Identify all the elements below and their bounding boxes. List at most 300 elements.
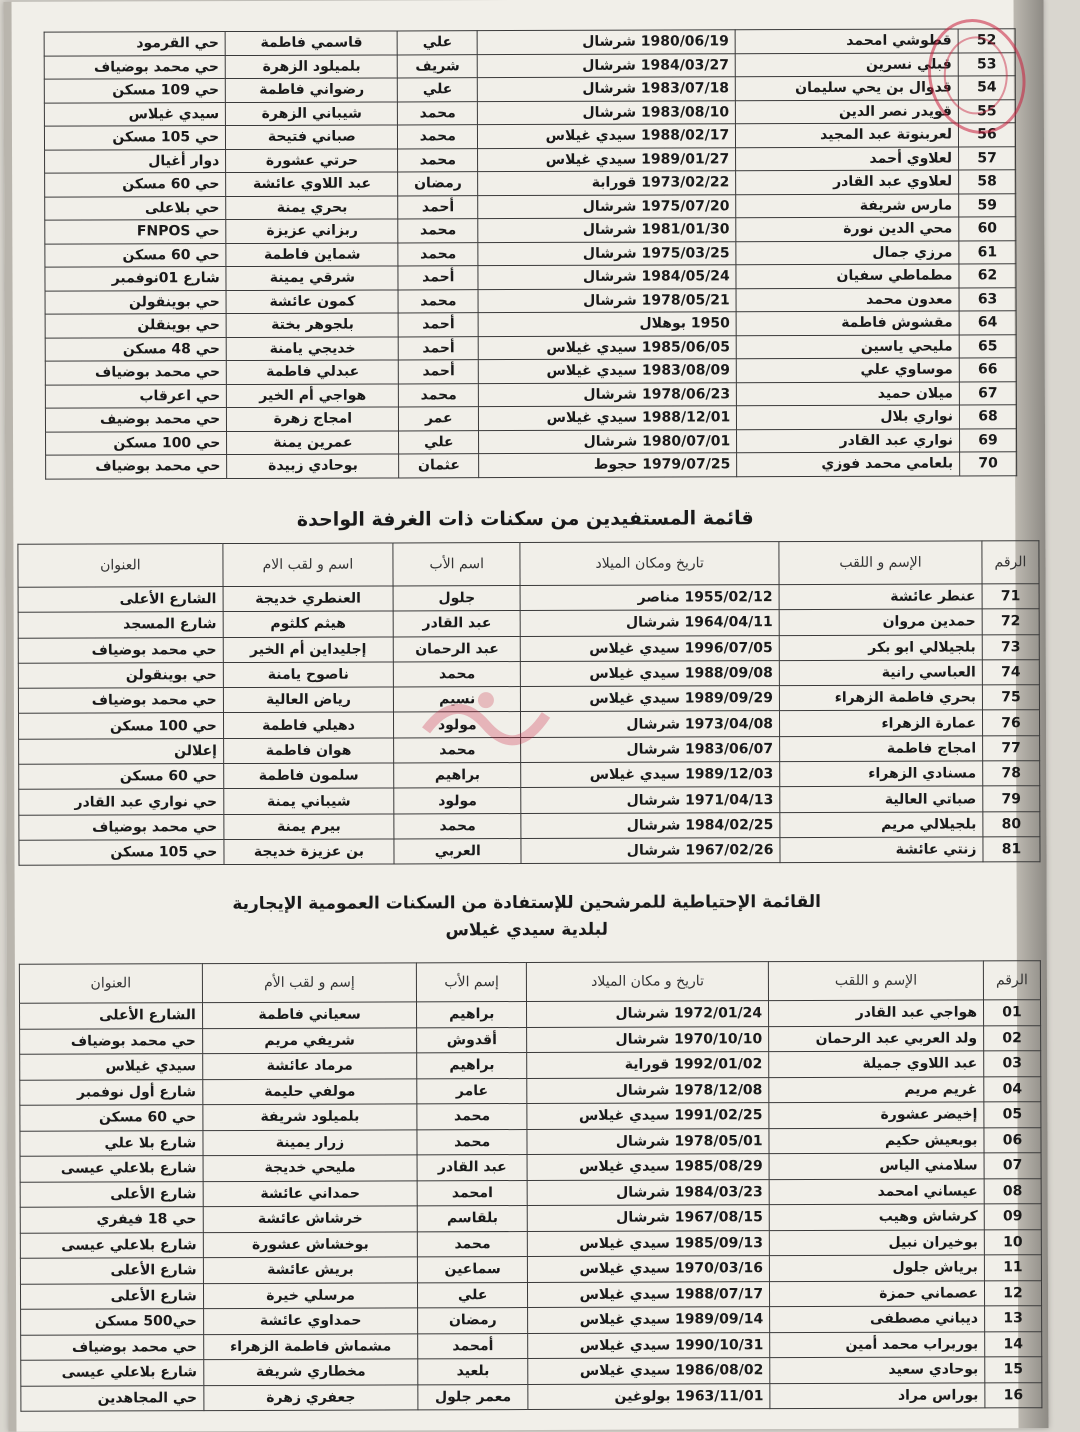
row-address: حي 100 مسكن	[18, 713, 223, 739]
table-row	[44, 123, 1015, 150]
row-father-name: علي	[418, 1282, 528, 1308]
row-mother-name: بن عزيزة خديجة	[224, 839, 394, 865]
row-father-name: عثمان	[399, 454, 479, 478]
row-name: عبد اللاوي جميلة	[769, 1051, 984, 1077]
row-number: 55	[958, 99, 1015, 123]
row-birth-date-place: 1985/06/05 سيدي غيلاس	[478, 335, 736, 359]
row-birth-date-place: 1988/12/01 سيدي غيلاس	[479, 406, 737, 430]
stamp-inner-ring-icon	[944, 36, 1008, 114]
row-father-name: شريف	[398, 54, 478, 78]
row-number: 67	[959, 381, 1016, 405]
table-row	[44, 29, 1015, 56]
table-row	[44, 99, 1015, 126]
row-birth-date-place: 1964/04/11 شرشال	[521, 610, 780, 636]
header-date: تاريخ و مكان الميلاد	[527, 962, 769, 1002]
row-name: موساوي علي	[736, 358, 959, 382]
row-number: 65	[959, 334, 1016, 358]
row-name: سلامني الياس	[769, 1153, 984, 1179]
row-father-name: أمحمد	[418, 1333, 528, 1359]
table-row	[19, 837, 1040, 866]
row-number: 53	[958, 52, 1015, 76]
row-number: 81	[983, 837, 1040, 862]
row-number: 79	[983, 786, 1040, 811]
row-name: مليحي ياسين	[736, 334, 959, 358]
row-name: عنطر عائشة	[779, 584, 982, 610]
row-birth-date-place: 1988/09/08 سيدي غيلاس	[521, 661, 780, 687]
row-birth-date-place: 1967/08/15 شرشال	[527, 1205, 769, 1231]
row-name: ديباني مصطفى	[770, 1306, 985, 1332]
row-number: 11	[984, 1255, 1041, 1281]
row-mother-name: مليحي خديجة	[203, 1155, 418, 1181]
row-mother-name: خرشاش عائشة	[203, 1206, 418, 1232]
row-birth-date-place: 1978/05/01 شرشال	[527, 1128, 769, 1154]
row-address: سيدي غيلاس	[44, 102, 225, 126]
header-address: العنوان	[18, 544, 223, 588]
row-birth-date-place: 1980/06/19 شرشال	[477, 30, 735, 54]
row-name: حمدين مروان	[779, 609, 982, 635]
row-number: 69	[960, 428, 1017, 452]
row-father-name: بلعيد	[418, 1358, 528, 1384]
header-mother: إسم و لقب الأم	[202, 963, 417, 1003]
row-name: قويدر نصر الدين	[736, 99, 959, 123]
row-number: 64	[959, 311, 1016, 335]
row-mother-name: مشماش فاطمة الزهراء	[203, 1333, 418, 1359]
row-birth-date-place: 1986/08/02 سيدي غيلاس	[528, 1358, 770, 1384]
row-father-name: محمد	[418, 1231, 528, 1257]
row-mother-name: بلميلود شريفة	[203, 1104, 418, 1130]
row-address: حي 109 مسكن	[44, 79, 225, 103]
row-number: 66	[959, 358, 1016, 382]
row-mother-name: حمداني عائشة	[203, 1180, 418, 1206]
row-birth-date-place: 1981/01/30 شرشال	[478, 218, 736, 242]
row-mother-name: جعفري زهرة	[204, 1384, 419, 1410]
row-address: حي بوينقولن	[18, 662, 223, 688]
row-address: سيدي غيلاس	[20, 1054, 203, 1080]
row-address: حي نواري عبد القادر	[19, 789, 224, 815]
row-birth-date-place: 1990/10/31 سيدي غيلاس	[528, 1332, 770, 1358]
row-mother-name: سلمون فاطمة	[223, 763, 393, 789]
row-name: زنتي عائشة	[780, 837, 983, 863]
row-address: حي 60 مسكن	[20, 1105, 203, 1131]
reserve-list-table	[19, 960, 1043, 1412]
row-address: حي محمد بوضياف	[18, 688, 223, 714]
row-address: دوار أغيال	[45, 149, 226, 173]
row-father-name: أحمد	[399, 313, 479, 337]
row-address: شارع بلاعلي عيسى	[20, 1156, 203, 1182]
row-father-name: محمد	[398, 219, 478, 243]
row-number: 16	[985, 1382, 1042, 1408]
row-number: 02	[984, 1025, 1041, 1051]
row-address: حي500 مسكن	[21, 1309, 204, 1335]
row-number: 03	[984, 1051, 1041, 1077]
row-mother-name: بلجوهر بختة	[226, 313, 398, 337]
table-row	[44, 76, 1015, 103]
row-address: شارع بلاعلي عيسى	[20, 1232, 203, 1258]
table-row	[21, 1331, 1042, 1360]
row-number: 74	[982, 660, 1039, 685]
row-address: حي FNPOS	[45, 220, 226, 244]
row-birth-date-place: 1970/10/10 شرشال	[527, 1026, 769, 1052]
table-row	[20, 1076, 1041, 1105]
row-name: قدوال بن يحي سليمان	[735, 76, 958, 100]
table-row	[20, 1280, 1041, 1309]
row-name: بوحادي سعيد	[770, 1357, 985, 1383]
row-address: حي 105 مسكن	[44, 126, 225, 150]
row-father-name: نسيم	[394, 687, 521, 713]
row-mother-name: دهيلي فاطمة	[223, 712, 393, 738]
row-number: 56	[958, 123, 1015, 147]
row-mother-name: عبدلي فاطمة	[227, 360, 399, 384]
row-birth-date-place: 1975/07/20 شرشال	[478, 194, 736, 218]
row-birth-date-place: 1985/09/13 سيدي غيلاس	[527, 1230, 769, 1256]
row-name: بحري فاطمة الزهراء	[779, 685, 982, 711]
row-number: 14	[985, 1331, 1042, 1357]
row-name: لعلاوي أحمد	[736, 146, 959, 170]
table-row	[20, 1127, 1041, 1156]
row-name: عصماني حمزة	[770, 1280, 985, 1306]
row-father-name: محمد	[393, 661, 520, 687]
row-birth-date-place: 1983/08/09 سيدي غيلاس	[478, 359, 736, 383]
row-birth-date-place: 1979/07/25 حجوط	[479, 453, 737, 477]
table-row	[18, 584, 1039, 613]
row-number: 73	[982, 634, 1039, 659]
row-name: غريم مريم	[769, 1076, 984, 1102]
row-birth-date-place: 1983/06/07 شرشال	[521, 736, 780, 762]
row-mother-name: ربزاني عزيزة	[226, 219, 398, 243]
row-number: 04	[984, 1076, 1041, 1102]
row-address: حي محمد بوضياف	[18, 637, 223, 663]
section3-title-line2: لبلدية سيدي غيلاس	[445, 919, 609, 941]
row-mother-name: هوان فاطمة	[223, 738, 393, 764]
row-address: الشارع الأعلى	[18, 587, 223, 613]
row-number: 75	[982, 685, 1039, 710]
row-number: 05	[984, 1102, 1041, 1128]
row-mother-name: كمون عائشة	[226, 289, 398, 313]
row-father-name: مولود	[394, 712, 521, 738]
row-mother-name: حرتي عشورة	[226, 148, 398, 172]
row-number: 15	[985, 1357, 1042, 1383]
table-row	[45, 217, 1016, 244]
row-mother-name: عمرين يمنة	[227, 430, 399, 454]
row-address: حي بلاعلى	[45, 196, 226, 220]
row-birth-date-place: 1970/03/16 سيدي غيلاس	[528, 1256, 770, 1282]
table-row	[19, 811, 1040, 840]
table-row	[20, 1102, 1041, 1131]
row-mother-name: شيباني يمنة	[224, 788, 394, 814]
table-row	[46, 428, 1017, 455]
row-name: صباتي العالية	[780, 786, 983, 812]
row-birth-date-place: 1967/02/26 شرشال	[521, 838, 780, 864]
table-header-row	[18, 541, 1039, 588]
row-father-name: أحمد	[398, 195, 478, 219]
row-birth-date-place: 1984/03/27 شرشال	[477, 53, 735, 77]
row-name: ميلان حميد	[737, 381, 960, 405]
table-row	[45, 240, 1016, 267]
row-name: نواري عبد القادر	[737, 428, 960, 452]
header-name: الإسم و اللقب	[768, 961, 983, 1001]
table-row	[20, 1025, 1041, 1054]
row-father-name: أحمد	[399, 360, 479, 384]
row-number: 10	[984, 1229, 1041, 1255]
row-number: 70	[960, 452, 1017, 476]
row-birth-date-place: 1983/08/10 شرشال	[478, 100, 736, 124]
row-father-name: علي	[398, 31, 478, 55]
row-father-name: رمضان	[418, 1307, 528, 1333]
table-row	[45, 146, 1016, 173]
row-father-name: عبد القادر	[417, 1154, 527, 1180]
table-header-row	[19, 961, 1040, 1004]
row-address: حي 60 مسكن	[19, 764, 224, 790]
header-num: الرقم	[983, 961, 1040, 1000]
row-birth-date-place: 1950 بوهلال	[478, 312, 736, 336]
row-name: بوخيران نبيل	[769, 1229, 984, 1255]
row-name: كرشاش وهيب	[769, 1204, 984, 1230]
row-number: 72	[982, 609, 1039, 634]
row-name: مطماطي سفيان	[736, 264, 959, 288]
row-name: برياش جلول	[769, 1255, 984, 1281]
table-row	[45, 381, 1016, 408]
row-mother-name: بيرم يمنة	[224, 814, 394, 840]
row-birth-date-place: 1980/07/01 شرشال	[479, 429, 737, 453]
beneficiaries-table-continued	[44, 28, 1018, 479]
row-name: بوراس مراد	[770, 1382, 985, 1408]
section2-title: قائمة المستفيدين من سكنات ذات الغرفة الواحدة	[296, 507, 754, 531]
section3-title-line1: القائمة الإحتياطية للمرشحين للإستفادة من السكنات العمومية الإيجارية	[232, 891, 822, 915]
row-mother-name: بلميلود الزهرة	[225, 54, 397, 78]
row-address: شارع المسجد	[18, 612, 223, 638]
row-mother-name: صباني فتيحة	[226, 125, 398, 149]
row-father-name: علي	[399, 430, 479, 454]
row-number: 78	[983, 761, 1040, 786]
row-birth-date-place: 1955/02/12 مناصر	[520, 585, 779, 611]
row-father-name: محمد	[417, 1129, 527, 1155]
table-row	[20, 1153, 1041, 1182]
row-birth-date-place: 1988/07/17 سيدي غيلاس	[528, 1281, 770, 1307]
row-address: حي القرمود	[44, 32, 225, 56]
row-mother-name: حمداوي عائشة	[203, 1308, 418, 1334]
row-name: نواري بلال	[737, 405, 960, 429]
row-number: 63	[959, 287, 1016, 311]
table-row	[45, 264, 1016, 291]
row-number: 13	[985, 1306, 1042, 1332]
row-birth-date-place: 1991/02/25 سيدي غيلاس	[527, 1103, 769, 1129]
row-father-name: بلقاسم	[417, 1205, 527, 1231]
header-father: إسم الأب	[417, 962, 527, 1001]
row-father-name: براهيم	[417, 1052, 527, 1078]
row-mother-name: رياض العالية	[223, 687, 393, 713]
row-name: بلجيلالي مريم	[780, 812, 983, 838]
row-mother-name: مولفي حليمة	[203, 1078, 418, 1104]
table-row	[20, 1255, 1041, 1284]
row-father-name: معمر جلول	[418, 1384, 528, 1410]
row-name: مارس شريفة	[736, 193, 959, 217]
row-father-name: محمد	[398, 101, 478, 125]
row-birth-date-place: 1992/01/02 قوراية	[527, 1052, 769, 1078]
row-number: 59	[959, 193, 1016, 217]
row-father-name: عبد الرحمان	[393, 636, 520, 662]
row-number: 06	[984, 1127, 1041, 1153]
row-mother-name: بريش عائشة	[203, 1257, 418, 1283]
row-father-name: جلول	[393, 586, 520, 612]
row-birth-date-place: 1989/01/27 سيدي غيلاس	[478, 147, 736, 171]
row-number: 01	[983, 1000, 1040, 1026]
row-address: شارع 01نوفمبر	[45, 267, 226, 291]
row-birth-date-place: 1963/11/01 بولوغين	[528, 1383, 770, 1409]
row-address: حي 60 مسكن	[45, 173, 226, 197]
row-mother-name: زرار يمينة	[203, 1129, 418, 1155]
row-birth-date-place: 1972/01/24 شرشال	[527, 1001, 769, 1027]
row-mother-name: شماين فاطمة	[226, 242, 398, 266]
row-number: 77	[983, 735, 1040, 760]
row-birth-date-place: 1996/07/05 سيدي غيلاس	[521, 635, 780, 661]
row-address: شارع الأعلى	[20, 1283, 203, 1309]
row-name: لعربنوتة عبد المجيد	[736, 123, 959, 147]
row-address: حي بوينقلن	[45, 314, 226, 338]
row-name: بلعامي محمد فوزي	[737, 452, 960, 476]
row-number: 80	[983, 811, 1040, 836]
table-row	[18, 634, 1039, 663]
row-mother-name: مرسلي خيرة	[203, 1282, 418, 1308]
row-father-name: محمد	[398, 125, 478, 149]
row-birth-date-place: 1984/05/24 شرشال	[478, 265, 736, 289]
row-father-name: محمد	[399, 383, 479, 407]
row-address: حي محمد بوضياف	[44, 55, 225, 79]
row-birth-date-place: 1984/02/25 شرشال	[521, 812, 780, 838]
table-row	[20, 1000, 1041, 1029]
row-address: حي محمد بوضياف	[45, 361, 226, 385]
row-mother-name: قاسمي فاطمة	[225, 31, 397, 55]
row-father-name: محمد	[417, 1103, 527, 1129]
row-mother-name: العنطري خديجة	[223, 586, 393, 612]
row-name: مسنادي الزهراء	[780, 761, 983, 787]
table-row	[44, 52, 1015, 79]
row-father-name: براهيم	[417, 1001, 527, 1027]
row-mother-name: مخطاري شريفة	[203, 1359, 418, 1385]
row-address: شارع أول نوفمبر	[20, 1079, 203, 1105]
row-birth-date-place: 1989/09/29 سيدي غيلاس	[521, 686, 780, 712]
row-address: حي 48 مسكن	[45, 337, 226, 361]
row-father-name: أحمد	[398, 266, 478, 290]
row-name: لعلاوي عبد القادر	[736, 170, 959, 194]
row-father-name: محمد	[398, 242, 478, 266]
row-mother-name: امجاج زهرة	[227, 407, 399, 431]
table-row	[45, 287, 1016, 314]
row-mother-name: بحري يمنة	[226, 195, 398, 219]
row-father-name: عبد القادر	[393, 611, 520, 637]
row-name: ولد العربي عبد الرحمان	[769, 1025, 984, 1051]
table-row	[20, 1229, 1041, 1258]
row-name: بوبعيش حكيم	[769, 1127, 984, 1153]
row-birth-date-place: 1975/03/25 شرشال	[478, 241, 736, 265]
row-address: شارع بلا علي	[20, 1130, 203, 1156]
row-number: 54	[958, 76, 1015, 100]
table-row	[45, 193, 1016, 220]
row-father-name: محمد	[398, 148, 478, 172]
row-address: حي محمد بوضيف	[45, 408, 226, 432]
row-mother-name: هواجي أم الخير	[227, 383, 399, 407]
row-address: حي محمد بوضياف	[46, 455, 227, 479]
row-father-name: براهيم	[394, 763, 521, 789]
watermark-logo-icon	[416, 670, 556, 760]
row-father-name: امحمد	[417, 1180, 527, 1206]
row-birth-date-place: 1989/09/14 سيدي غيلاس	[528, 1307, 770, 1333]
header-num: الرقم	[982, 541, 1039, 584]
table-row	[46, 452, 1017, 479]
row-address: الشارع الأعلى	[20, 1003, 203, 1029]
row-address: حي محمد بوضياف	[19, 814, 224, 840]
table-row	[21, 1382, 1042, 1411]
row-mother-name: ناصوح يامنة	[223, 662, 393, 688]
row-mother-name: بوحادي زبيدة	[227, 454, 399, 478]
row-number: 09	[984, 1204, 1041, 1230]
row-name: قبلي نسرين	[735, 52, 958, 76]
row-number: 58	[959, 170, 1016, 194]
row-father-name: محمد	[394, 813, 521, 839]
row-father-name: سماعين	[418, 1256, 528, 1282]
row-birth-date-place: 1985/08/29 سيدي غيلاس	[527, 1154, 769, 1180]
row-number: 57	[959, 146, 1016, 170]
row-number: 12	[984, 1280, 1041, 1306]
row-address: حي المجاهدين	[21, 1385, 204, 1411]
table-row	[19, 786, 1040, 815]
row-name: بوربراب محمد أمين	[770, 1331, 985, 1357]
row-address: حي 100 مسكن	[46, 431, 227, 455]
header-address: العنوان	[19, 964, 202, 1004]
header-name: الإسم و اللقب	[779, 541, 982, 585]
row-name: هواجي عبد القادر	[769, 1000, 984, 1026]
table-row	[21, 1357, 1042, 1386]
row-birth-date-place: 1984/03/23 شرشال	[527, 1179, 769, 1205]
row-name: قطوشي امحمد	[735, 29, 958, 53]
row-father-name: عامر	[417, 1078, 527, 1104]
row-father-name: أقدوش	[417, 1027, 527, 1053]
row-mother-name: سعياني فاطمة	[202, 1002, 417, 1028]
row-number: 60	[959, 217, 1016, 241]
row-name: امجاج فاطمة	[780, 736, 983, 762]
row-number: 61	[959, 240, 1016, 264]
row-mother-name: هيثم كلثوم	[223, 611, 393, 637]
row-mother-name: مرماد عائشة	[202, 1053, 417, 1079]
row-name: مرزي جمال	[736, 240, 959, 264]
row-father-name: العربي	[394, 838, 521, 864]
row-father-name: مولود	[394, 788, 521, 814]
table-row	[20, 1204, 1041, 1233]
row-father-name: عمر	[399, 407, 479, 431]
row-address: حي بوينقولن	[45, 290, 226, 314]
row-address: شارع الأعلى	[20, 1258, 203, 1284]
row-address: حي 60 مسكن	[45, 243, 226, 267]
row-mother-name: شيباني الزهرة	[226, 101, 398, 125]
table-row	[21, 1306, 1042, 1335]
table-row	[45, 170, 1016, 197]
table-row	[20, 1178, 1041, 1207]
row-father-name: محمد	[398, 289, 478, 313]
table-row	[19, 761, 1040, 790]
table-row	[45, 358, 1016, 385]
row-mother-name: شريفي مريم	[202, 1027, 417, 1053]
row-address: حي محمد بوضياف	[21, 1334, 204, 1360]
row-number: 07	[984, 1153, 1041, 1179]
row-birth-date-place: 1983/07/18 شرشال	[477, 77, 735, 101]
row-father-name: علي	[398, 78, 478, 102]
row-father-name: أحمد	[399, 336, 479, 360]
table-row	[45, 311, 1016, 338]
table-row	[45, 334, 1016, 361]
row-birth-date-place: 1973/04/08 شرشال	[521, 711, 780, 737]
table-row	[45, 405, 1016, 432]
header-date: تاريخ ومكان الميلاد	[520, 542, 779, 586]
row-birth-date-place: 1989/12/03 سيدي غيلاس	[521, 762, 780, 788]
